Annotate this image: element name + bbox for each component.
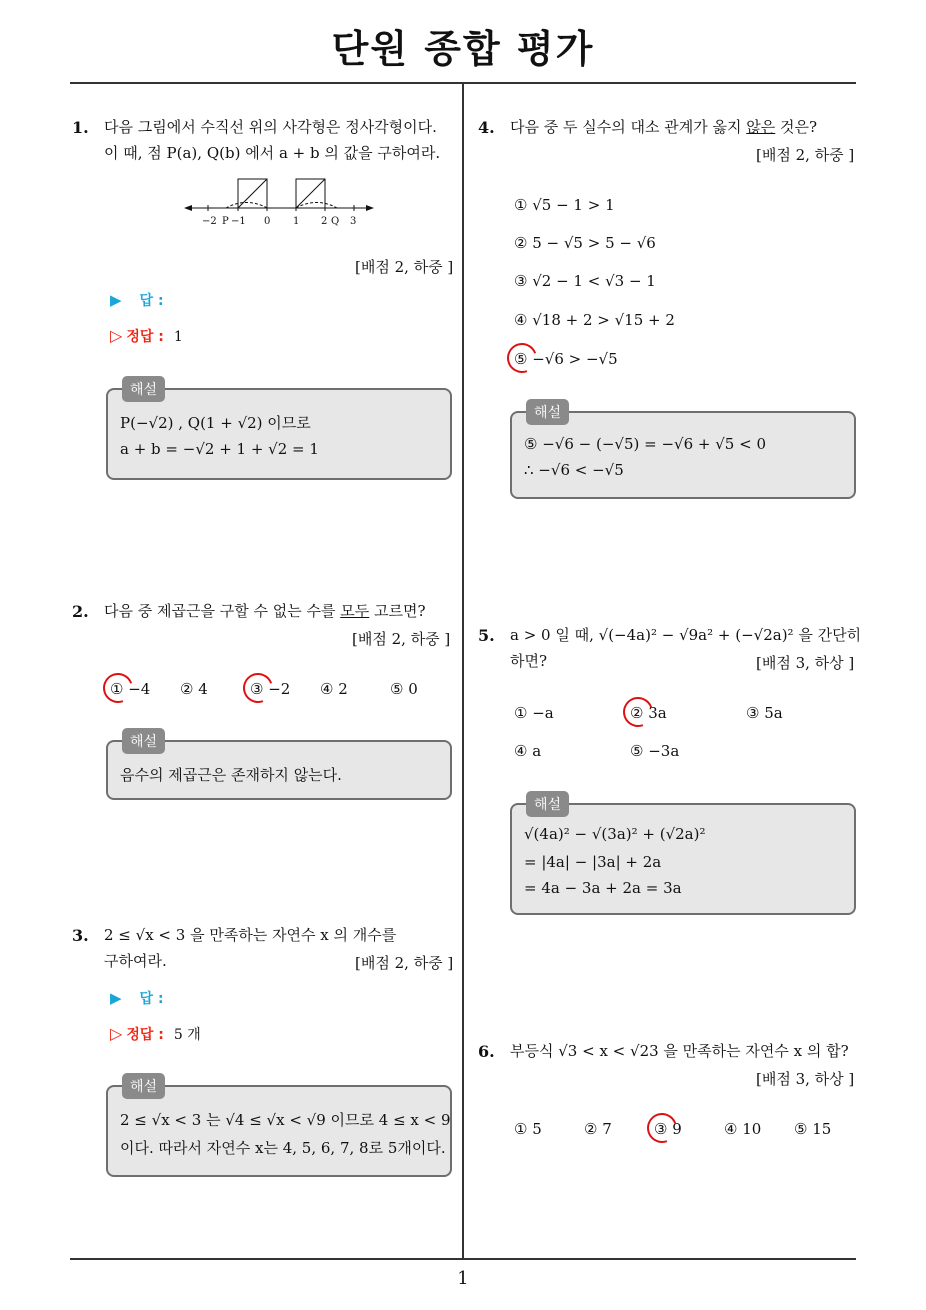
selected-mark	[642, 1108, 682, 1148]
choice-3[interactable]: ③ √2 − 1 < √3 − 1	[514, 272, 656, 290]
choice-4[interactable]: ④ √18 + 2 > √15 + 2	[514, 311, 675, 329]
question-meta: [배점 3, 하상 ]	[756, 654, 855, 672]
explanation-box: 해설 음수의 제곱근은 존재하지 않는다.	[106, 740, 452, 800]
question-meta: [배점 2, 하중 ]	[756, 146, 855, 164]
choice-5[interactable]: ⑤ 0	[390, 680, 418, 698]
choice-4[interactable]: ④ a	[514, 742, 542, 760]
explanation-box: 해설 2 ≤ √x < 3 는 √4 ≤ √x < √9 이므로 4 ≤ x < 9 이다. 따라서 자연수 x는 4, 5, 6, 7, 8로 5개이다.	[106, 1085, 452, 1177]
correct-row: ▷ 정답 : 1	[110, 326, 183, 345]
choice-1[interactable]: ① √5 − 1 > 1	[514, 196, 615, 214]
page-title: 단원 종합 평가	[331, 27, 595, 71]
question-number: 3.	[72, 926, 89, 945]
tick-label: −1	[231, 216, 246, 227]
question-meta: [배점 2, 하중 ]	[355, 258, 454, 276]
explanation-tag: 해설	[122, 376, 165, 402]
choice-1[interactable]: ① 5	[514, 1120, 542, 1138]
explanation-tag: 해설	[122, 1073, 165, 1099]
question-text: 다음 중 두 실수의 대소 관계가 옳지 않은 것은?	[510, 118, 818, 136]
selected-mark	[238, 668, 278, 708]
tick-label: 1	[293, 216, 300, 227]
triangle-outline-icon: ▷	[110, 1024, 123, 1043]
page-number: 1	[457, 1268, 469, 1289]
play-icon: ▶	[110, 291, 122, 309]
selected-mark	[98, 668, 138, 708]
choice-1[interactable]: ① −a	[514, 704, 554, 722]
selected-mark	[618, 692, 658, 732]
triangle-outline-icon: ▷	[110, 326, 123, 345]
question-number: 6.	[478, 1042, 495, 1061]
explanation-box: 해설 √(4a)² − √(3a)² + (√2a)² = |4a| − |3a| + 2a = 4a − 3a + 2a = 3a	[510, 803, 856, 915]
choice-4[interactable]: ④ 2	[320, 680, 348, 698]
choice-2[interactable]: ② 3a	[630, 704, 667, 722]
explanation-box: 해설 ⑤ −√6 − (−√5) = −√6 + √5 < 0 ∴ −√6 < −√5	[510, 411, 856, 499]
question-number: 5.	[478, 626, 495, 645]
explanation-tag: 해설	[122, 728, 165, 754]
tick-label: P	[222, 216, 229, 227]
choice-5[interactable]: ⑤ −√6 > −√5	[514, 350, 618, 368]
choice-5[interactable]: ⑤ 15	[794, 1120, 832, 1138]
choice-4[interactable]: ④ 10	[724, 1120, 762, 1138]
question-meta: [배점 3, 하상 ]	[756, 1070, 855, 1088]
choice-3[interactable]: ③ −2	[250, 680, 290, 698]
question-number: 2.	[72, 602, 89, 621]
tick-label: 3	[350, 216, 357, 227]
choice-5[interactable]: ⑤ −3a	[630, 742, 680, 760]
play-icon: ▶	[110, 989, 122, 1007]
column-divider	[462, 84, 464, 1258]
tick-label: −2	[202, 216, 217, 227]
choice-3[interactable]: ③ 9	[654, 1120, 682, 1138]
choice-2[interactable]: ② 7	[584, 1120, 612, 1138]
correct-row: ▷ 정답 : 5 개	[110, 1024, 201, 1043]
question-number: 4.	[478, 118, 495, 137]
explanation-tag: 해설	[526, 791, 569, 817]
tick-label: Q	[331, 216, 340, 227]
explanation-box: 해설 P(−√2) , Q(1 + √2) 이므로 a + b = −√2 + 1 + √2 = 1	[106, 388, 452, 480]
choice-3[interactable]: ③ 5a	[746, 704, 783, 722]
choice-1[interactable]: ① −4	[110, 680, 150, 698]
bottom-rule	[70, 1258, 856, 1260]
question-text: 2 ≤ √x < 3 을 만족하는 자연수 x 의 개수를 구하여라.	[104, 926, 397, 970]
question-text: a > 0 일 때, √(−4a)² − √9a² + (−√2a)² 을 간단히 하면?	[510, 626, 862, 670]
explanation-tag: 해설	[526, 399, 569, 425]
tick-label: 2	[321, 216, 328, 227]
question-meta: [배점 2, 하중 ]	[352, 630, 451, 648]
answer-row: ▶ 답 :	[110, 291, 164, 309]
choice-2[interactable]: ② 5 − √5 > 5 − √6	[514, 234, 656, 252]
tick-label: 0	[264, 216, 271, 227]
answer-row: ▶ 답 :	[110, 989, 164, 1007]
question-text: 부등식 √3 < x < √23 을 만족하는 자연수 x 의 합?	[510, 1042, 849, 1060]
question-text: 다음 중 제곱근을 구할 수 없는 수를 모두 고르면?	[104, 602, 426, 620]
question-number: 1.	[72, 118, 89, 137]
question-text: 다음 그림에서 수직선 위의 사각형은 정사각형이다. 이 때, 점 P(a), Q(b) 에서 a + b 의 값을 구하여라.	[104, 118, 441, 162]
number-line-figure	[184, 174, 374, 230]
selected-mark	[502, 338, 542, 378]
choice-2[interactable]: ② 4	[180, 680, 208, 698]
question-meta: [배점 2, 하중 ]	[355, 954, 454, 972]
